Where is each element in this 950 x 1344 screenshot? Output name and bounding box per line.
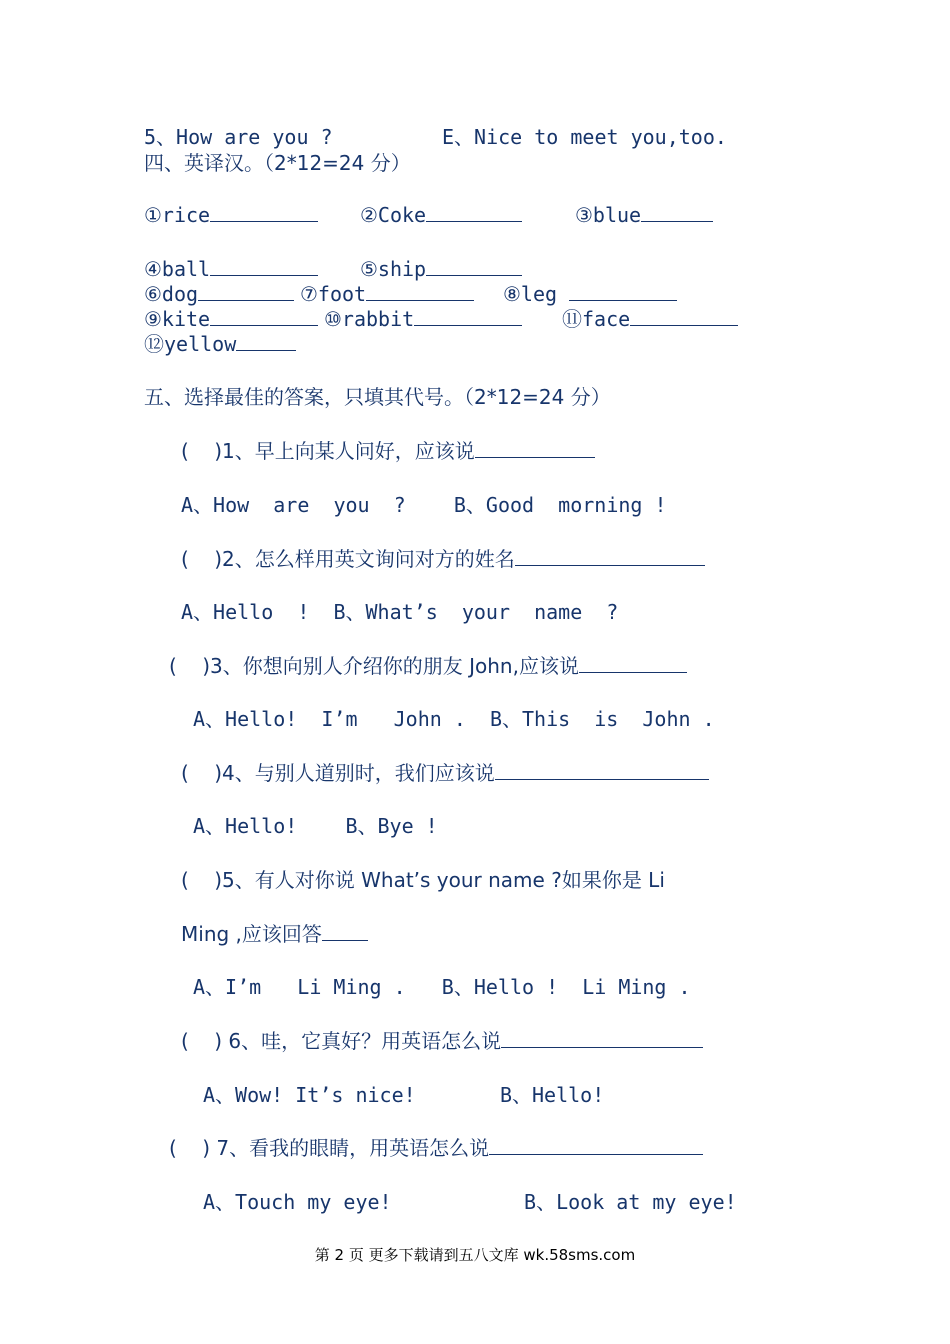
word-item: ⑪face [562, 306, 738, 332]
question-3-options: A、Hello! I’m John . B、This is John . [193, 707, 715, 731]
question-4: ( )4、与别人道别时，我们应该说 [181, 760, 709, 786]
section-5-title: 五、选择最佳的答案，只填其代号。（2*12=24 分） [144, 385, 611, 409]
word-item: ⑫yellow [144, 331, 296, 357]
question-1: ( )1、早上向某人问好，应该说 [181, 438, 595, 464]
word-item: ⑤ship [360, 256, 522, 282]
question-5-options: A、I’m Li Ming . B、Hello ! Li Ming . [193, 975, 691, 999]
question-1-options: A、How are you ? B、Good morning ! [181, 493, 667, 517]
section-4-title: 四、英译汉。（2*12=24 分） [144, 151, 411, 175]
word-item: ②Coke [360, 202, 522, 228]
word-item: ④ball [144, 256, 318, 282]
question-2-options: A、Hello ! B、What’s your name ? [181, 600, 619, 624]
match-item-5-right: E、Nice to meet you,too. [442, 125, 727, 149]
word-item: ⑦foot [300, 281, 474, 307]
word-item: ⑨kite [144, 306, 318, 332]
question-7: ( ) 7、看我的眼睛，用英语怎么说 [169, 1135, 703, 1161]
question-6: ( ) 6、哇，它真好？用英语怎么说 [181, 1028, 703, 1054]
word-item: ⑧leg [503, 281, 677, 307]
question-5-continued: Ming ,应该回答 [181, 921, 368, 947]
word-item: ⑩rabbit [324, 306, 522, 332]
word-item: ⑥dog [144, 281, 294, 307]
question-6-options: A、Wow! It’s nice! B、Hello! [203, 1083, 605, 1107]
page-footer: 第 2 页 更多下载请到五八文库 wk.58sms.com [314, 1246, 636, 1264]
question-5: ( )5、有人对你说 What’s your name ?如果你是 Li [181, 868, 665, 892]
question-3: ( )3、你想向别人介绍你的朋友 John,应该说 [169, 653, 687, 679]
word-item: ③blue [575, 202, 713, 228]
question-2: ( )2、怎么样用英文询问对方的姓名 [181, 546, 705, 572]
question-7-options: A、Touch my eye! B、Look at my eye! [203, 1190, 737, 1214]
word-item: ①rice [144, 202, 318, 228]
match-item-5-left: 5、How are you ? [144, 125, 333, 149]
question-4-options: A、Hello! B、Bye ! [193, 814, 438, 838]
